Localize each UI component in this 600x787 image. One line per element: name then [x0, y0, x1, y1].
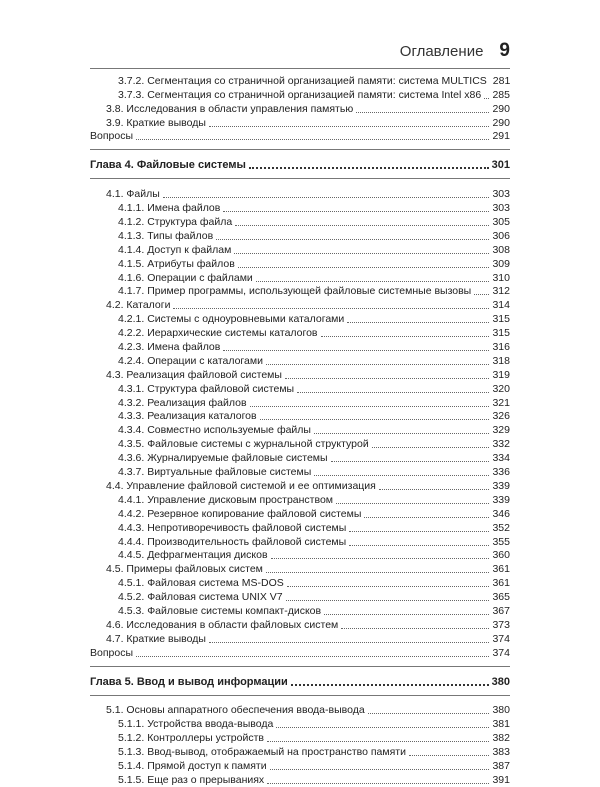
entry-page-number: 365 [492, 591, 510, 604]
toc-entry[interactable] [90, 479, 510, 493]
dot-leader [341, 628, 489, 629]
entry-page-number: 346 [492, 507, 510, 520]
header-title: Оглавление [399, 43, 484, 60]
entry-title: 5.1.3. Ввод-вывод, отображаемый на пространство памяти [118, 746, 406, 759]
toc-entry[interactable] [90, 298, 510, 312]
entry-title: Вопросы [90, 130, 134, 143]
toc-entry[interactable] [90, 731, 510, 745]
entry-title: 4.1.7. Пример программы, использующей файловые системные вызовы [118, 285, 472, 298]
entry-title: 4.2. Каталоги [106, 299, 171, 312]
entry-page-number: 310 [492, 271, 510, 284]
dot-leader [347, 322, 489, 323]
dot-leader [356, 112, 489, 113]
entry-page-number: 305 [492, 216, 510, 229]
entry-title: 4.3.5. Файловые системы с журнальной структурой [118, 438, 369, 451]
entry-page-number: 301 [491, 159, 510, 172]
toc-entry[interactable] [90, 130, 510, 144]
entry-page-number: 290 [492, 116, 510, 129]
entry-title: 4.4. Управление файловой системой и ее оптимизация [106, 479, 376, 492]
entry-page-number: 285 [492, 88, 510, 101]
dot-leader [331, 461, 490, 462]
dot-leader [173, 308, 489, 309]
dot-leader [286, 600, 490, 601]
toc-entry[interactable] [90, 618, 510, 632]
toc-entry[interactable] [90, 576, 510, 590]
dot-leader [379, 489, 490, 490]
dot-leader [250, 406, 490, 407]
dot-leader [349, 545, 489, 546]
dot-leader [285, 378, 490, 379]
entry-title: 4.3. Реализация файловой системы [106, 368, 282, 381]
dot-leader [321, 336, 490, 337]
entry-page-number: 318 [492, 354, 510, 367]
entry-title: 5.1.2. Контроллеры устройств [118, 732, 264, 745]
chapter-entry[interactable] [90, 675, 510, 689]
toc-entry[interactable] [90, 604, 510, 618]
entry-page-number: 303 [492, 188, 510, 201]
dot-leader [336, 503, 489, 504]
divider [90, 666, 510, 667]
entry-page-number: 380 [491, 675, 510, 688]
toc-entry[interactable] [90, 632, 510, 646]
toc-entry[interactable] [90, 243, 510, 257]
entry-title: Глава 5. Ввод и вывод информации [90, 675, 288, 688]
entry-title: 3.7.3. Сегментация со страничной организацией памяти: система Intel x86 [118, 88, 482, 101]
toc-entry[interactable] [90, 88, 510, 102]
entry-page-number: 281 [492, 74, 511, 87]
dot-leader [314, 433, 490, 434]
entry-title: 4.2.1. Системы с одноуровневыми каталогами [118, 313, 345, 326]
entry-title: 3.8. Исследования в области управления памятью [106, 102, 354, 115]
toc-entry[interactable] [90, 590, 510, 604]
toc-entry[interactable] [90, 437, 510, 451]
toc-entry[interactable] [90, 493, 510, 507]
dot-leader [368, 713, 490, 714]
entry-page-number: 291 [492, 130, 510, 143]
entry-page-number: 321 [492, 396, 510, 409]
table-of-contents [90, 74, 510, 787]
toc-entry[interactable] [90, 257, 510, 271]
toc-entry[interactable] [90, 745, 510, 759]
toc-entry[interactable] [90, 423, 510, 437]
entry-page-number: 360 [492, 549, 510, 562]
toc-entry[interactable] [90, 465, 510, 479]
entry-page-number: 361 [492, 563, 510, 576]
entry-page-number: 355 [492, 535, 510, 548]
toc-entry[interactable] [90, 646, 510, 660]
entry-page-number: 352 [492, 521, 510, 534]
entry-page-number: 319 [492, 368, 510, 381]
dot-leader [267, 741, 489, 742]
dot-leader [209, 642, 490, 643]
entry-title: 4.3.1. Структура файловой системы [118, 382, 295, 395]
entry-page-number: 290 [492, 102, 510, 115]
entry-page-number: 315 [492, 327, 510, 340]
dot-leader [266, 364, 490, 365]
entry-title: 4.6. Исследования в области файловых систем [106, 618, 339, 631]
entry-page-number: 383 [492, 746, 510, 759]
entry-page-number: 320 [492, 382, 510, 395]
toc-entry[interactable] [90, 396, 510, 410]
entry-title: Вопросы [90, 646, 134, 659]
toc-entry[interactable] [90, 410, 510, 424]
entry-page-number: 329 [492, 424, 510, 437]
entry-page-number: 361 [492, 577, 510, 590]
dot-leader [271, 558, 490, 559]
entry-page-number: 334 [492, 452, 510, 465]
running-header [90, 40, 510, 69]
entry-title: 4.1.6. Операции с файлами [118, 271, 253, 284]
header-page-number: 9 [499, 40, 510, 61]
toc-entry[interactable] [90, 354, 510, 368]
dot-leader [267, 783, 489, 784]
entry-title: 4.2.3. Имена файлов [118, 341, 221, 354]
entry-title: 4.1.3. Типы файлов [118, 229, 214, 242]
dot-leader [266, 572, 490, 573]
entry-page-number: 336 [492, 466, 510, 479]
divider [90, 178, 510, 179]
dot-leader [314, 475, 489, 476]
dot-leader [223, 350, 489, 351]
toc-entry[interactable] [90, 229, 510, 243]
entry-title: 4.3.7. Виртуальные файловые системы [118, 466, 312, 479]
dot-leader [223, 211, 489, 212]
entry-title: 4.7. Краткие выводы [106, 632, 206, 645]
dot-leader [364, 517, 489, 518]
entry-page-number: 306 [492, 229, 510, 242]
entry-page-number: 315 [492, 313, 510, 326]
dot-leader [349, 531, 489, 532]
entry-title: 4.3.6. Журналируемые файловые системы [118, 452, 328, 465]
toc-entry[interactable] [90, 535, 510, 549]
dot-leader [260, 419, 490, 420]
dot-leader [234, 253, 489, 254]
dot-leader [216, 239, 489, 240]
divider [90, 149, 510, 150]
dot-leader [163, 197, 490, 198]
dot-leader [324, 614, 489, 615]
entry-page-number: 303 [492, 202, 510, 215]
toc-entry[interactable] [90, 102, 510, 116]
entry-title: 4.1.4. Доступ к файлам [118, 243, 232, 256]
entry-page-number: 373 [492, 618, 510, 631]
entry-title: 4.5. Примеры файловых систем [106, 563, 263, 576]
entry-title: 4.1.5. Атрибуты файлов [118, 257, 235, 270]
chapter-entry[interactable] [90, 158, 510, 172]
toc-entry[interactable] [90, 285, 510, 299]
divider [90, 695, 510, 696]
entry-title: 4.4.5. Дефрагментация дисков [118, 549, 268, 562]
entry-page-number: 381 [492, 718, 510, 731]
toc-entry[interactable] [90, 215, 510, 229]
dot-leader [484, 98, 489, 99]
toc-entry[interactable] [90, 759, 510, 773]
toc-entry[interactable] [90, 549, 510, 563]
entry-page-number: 314 [492, 299, 510, 312]
entry-page-number: 312 [492, 285, 510, 298]
dot-leader [209, 126, 490, 127]
dot-leader [136, 656, 489, 657]
entry-page-number: 308 [492, 243, 510, 256]
entry-title: 5.1.5. Еще раз о прерываниях [118, 773, 265, 786]
toc-entry[interactable] [90, 271, 510, 285]
entry-page-number: 316 [492, 341, 510, 354]
toc-entry[interactable] [90, 74, 510, 88]
dot-leader [291, 684, 489, 686]
entry-page-number: 309 [492, 257, 510, 270]
entry-title: 4.1.2. Структура файла [118, 216, 233, 229]
entry-title: 4.5.1. Файловая система MS-DOS [118, 577, 284, 590]
toc-entry[interactable] [90, 312, 510, 326]
dot-leader [235, 225, 489, 226]
entry-title: 4.4.4. Производительность файловой системы [118, 535, 347, 548]
dot-leader [270, 769, 490, 770]
dot-leader [297, 392, 489, 393]
toc-entry[interactable] [90, 507, 510, 521]
entry-title: 4.5.3. Файловые системы компакт-дисков [118, 604, 322, 617]
toc-entry[interactable] [90, 368, 510, 382]
entry-title: 4.2.2. Иерархические системы каталогов [118, 327, 318, 340]
entry-page-number: 339 [492, 479, 510, 492]
dot-leader [276, 727, 489, 728]
entry-title: 4.4.2. Резервное копирование файловой системы [118, 507, 362, 520]
entry-title: 4.3.3. Реализация каталогов [118, 410, 257, 423]
toc-entry[interactable] [90, 382, 510, 396]
dot-leader [238, 267, 490, 268]
toc-entry[interactable] [90, 187, 510, 201]
toc-entry[interactable] [90, 451, 510, 465]
dot-leader [372, 447, 490, 448]
dot-leader [249, 167, 489, 169]
toc-entry[interactable] [90, 521, 510, 535]
entry-page-number: 326 [492, 410, 510, 423]
toc-entry[interactable] [90, 717, 510, 731]
toc-entry[interactable] [90, 773, 510, 787]
entry-title: Глава 4. Файловые системы [90, 159, 246, 172]
entry-page-number: 339 [492, 493, 510, 506]
entry-title: 4.2.4. Операции с каталогами [118, 354, 263, 367]
toc-entry[interactable] [90, 116, 510, 130]
entry-title: 4.3.4. Совместно используемые файлы [118, 424, 311, 437]
entry-page-number: 374 [492, 646, 510, 659]
entry-title: 4.5.2. Файловая система UNIX V7 [118, 591, 283, 604]
entry-title: 4.3.2. Реализация файлов [118, 396, 247, 409]
entry-title: 4.1. Файлы [106, 188, 160, 201]
toc-entry[interactable] [90, 562, 510, 576]
entry-title: 3.7.2. Сегментация со страничной организацией памяти: система MULTICS [118, 74, 487, 87]
dot-leader [287, 586, 490, 587]
dot-leader [409, 755, 490, 756]
entry-title: 4.4.1. Управление дисковым пространством [118, 493, 334, 506]
entry-page-number: 380 [492, 704, 510, 717]
entry-title: 5.1.1. Устройства ввода-вывода [118, 718, 274, 731]
toc-entry[interactable] [90, 326, 510, 340]
entry-page-number: 382 [492, 732, 510, 745]
entry-page-number: 374 [492, 632, 510, 645]
entry-title: 5.1. Основы аппаратного обеспечения ввода-вывода [106, 704, 365, 717]
dot-leader [136, 139, 489, 140]
toc-entry[interactable] [90, 201, 510, 215]
entry-page-number: 332 [492, 438, 510, 451]
dot-leader [256, 281, 490, 282]
entry-title: 3.9. Краткие выводы [106, 116, 206, 129]
entry-page-number: 367 [492, 604, 510, 617]
entry-title: 5.1.4. Прямой доступ к памяти [118, 759, 267, 772]
entry-page-number: 387 [492, 759, 510, 772]
entry-page-number: 391 [492, 773, 510, 786]
entry-title: 4.4.3. Непротиворечивость файловой системы [118, 521, 347, 534]
dot-leader [474, 294, 489, 295]
entry-title: 4.1.1. Имена файлов [118, 202, 221, 215]
toc-entry[interactable] [90, 704, 510, 718]
toc-entry[interactable] [90, 340, 510, 354]
